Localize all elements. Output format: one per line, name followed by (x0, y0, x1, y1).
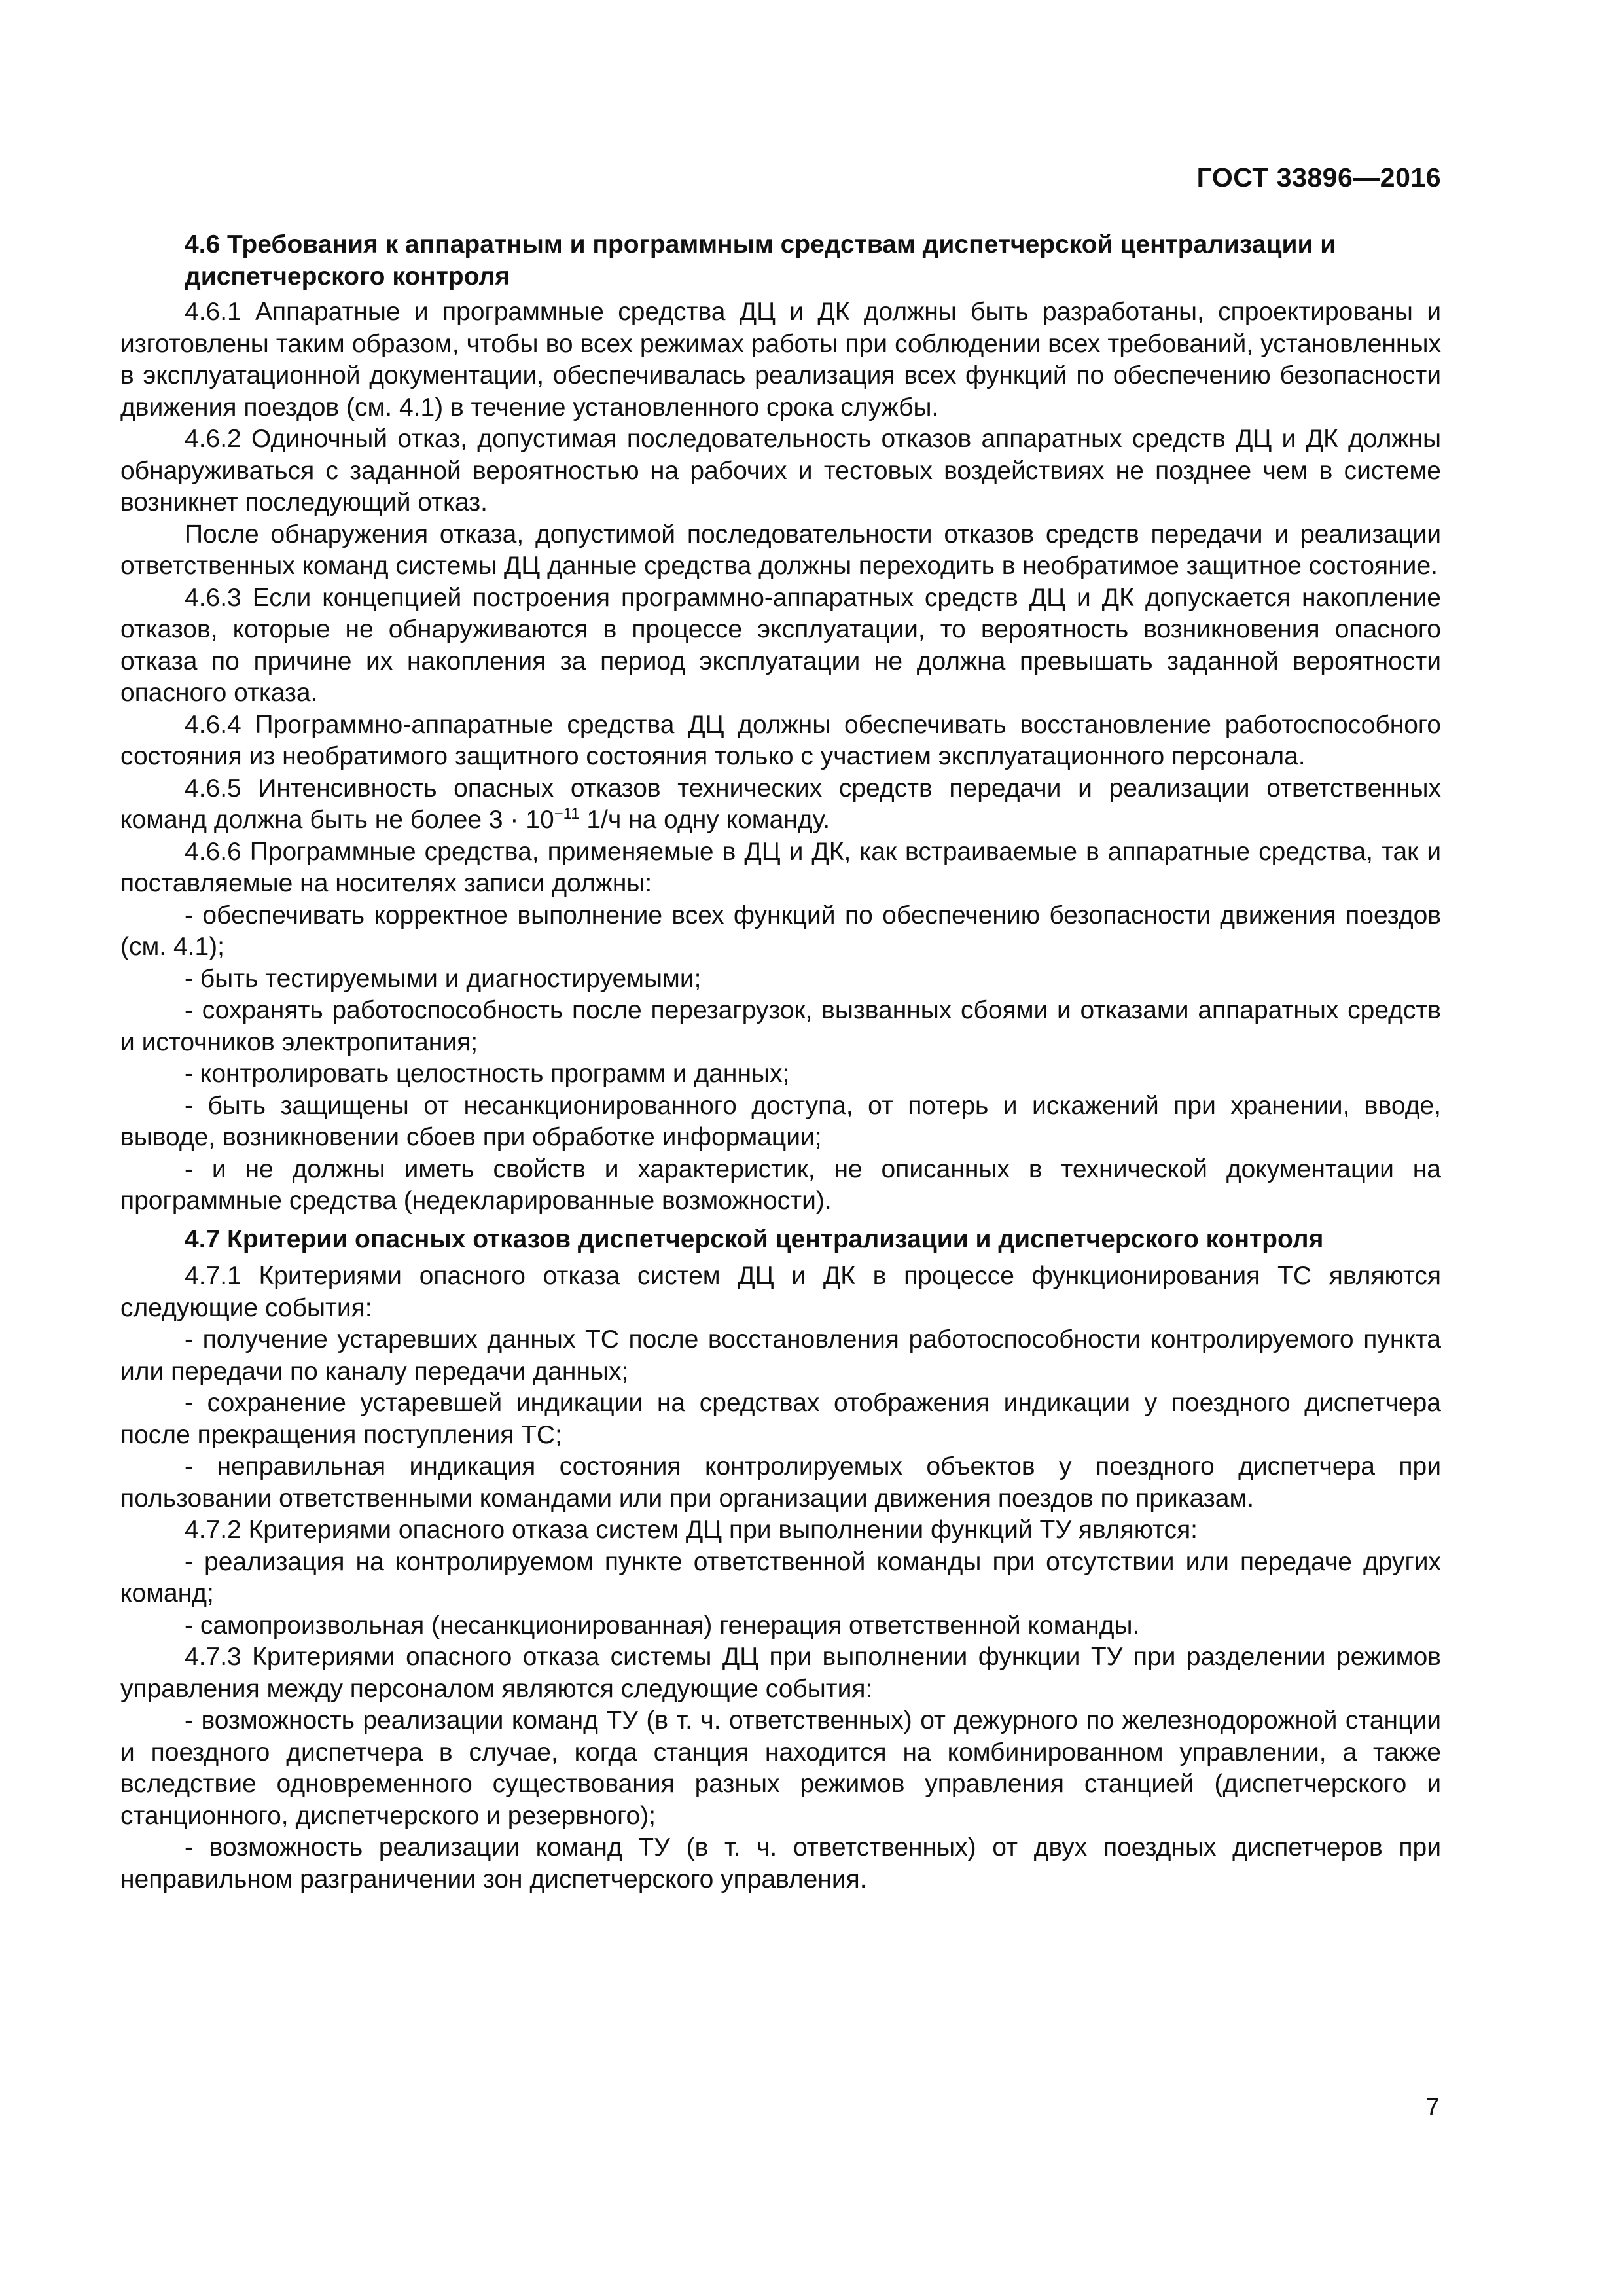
list-item: - получение устаревших данных ТС после восстановления работоспособности контролируемого пункта или передачи по каналу передачи данных; (120, 1325, 1441, 1386)
list-item: - сохранять работоспособность после перезагрузок, вызванных сбоями и отказами аппаратных средств и источников электропитания; (120, 996, 1441, 1056)
paragraph-4-6-5 (120, 773, 1441, 836)
exponent: −11 (554, 805, 580, 823)
list-item: - контролировать целостность программ и данных; (185, 1060, 790, 1088)
paragraph-4-6-5-text: 4.6.5 Интенсивность опасных отказов технических средств передачи и реализации ответственных команд должна быть не более 3 · 10 (120, 774, 1441, 834)
document-code: ГОСТ 33896—2016 (1196, 162, 1441, 192)
paragraph-4-6-2: 4.6.2 Одиночный отказ, допустимая последовательность отказов аппаратных средств ДЦ и ДК должны обнаруживаться с заданной вероятностью на рабочих и тестовых воздействиях не позднее чем в системе возникнет последующий отказ. (120, 425, 1441, 516)
list-item: - быть тестируемыми и диагностируемыми; (185, 964, 702, 993)
paragraph-4-6-5-tail: 1/ч на одну команду. (579, 806, 830, 834)
paragraph-4-6-4: 4.6.4 Программно-аппаратные средства ДЦ должны обеспечивать восстановление работоспособного состояния из необратимого защитного состояния только с участием эксплуатационного персонала. (120, 710, 1441, 770)
list-item: - возможность реализации команд ТУ (в т. ч. ответственных) от двух поездных диспетчеров при неправильном разграничении зон диспетчерского управления. (120, 1833, 1441, 1893)
paragraph-4-7-2: 4.7.2 Критериями опасного отказа систем ДЦ при выполнении функций ТУ являются: (185, 1516, 1198, 1544)
paragraph-4-6-6: 4.6.6 Программные средства, применяемые в ДЦ и ДК, как встраиваемые в аппаратные средства, так и поставляемые на носителях записи должны: (120, 837, 1441, 897)
list-item: - быть защищены от несанкционированного доступа, от потерь и искажений при хранении, вводе, выводе, возникновении сбоев при обработке информации; (120, 1091, 1441, 1151)
list-item: - реализация на контролируемом пункте ответственной команды при отсутствии или передаче других команд; (120, 1547, 1441, 1607)
list-item: - и не должны иметь свойств и характеристик, не описанных в технической документации на программные средства (недекларированные возможности). (120, 1155, 1441, 1215)
section-heading-4-6: 4.6 Требования к аппаратным и программным средствам диспетчерской централизации и диспетчерского контроля (185, 230, 1336, 291)
document-body (120, 229, 1441, 1895)
page-number: 7 (1425, 2093, 1440, 2121)
paragraph-4-6-1: 4.6.1 Аппаратные и программные средства ДЦ и ДК должны быть разработаны, спроектированы и изготовлены таким образом, чтобы во всех режимах работы при соблюдении всех требований, установленных в эксплуатационной документации, обеспечивалась реализация всех функций по обеспечению безопасности движения поездов (см. 4.1) в течение установленного срока службы. (120, 298, 1441, 422)
list-item: - обеспечивать корректное выполнение всех функций по обеспечению безопасности движения поездов (см. 4.1); (120, 901, 1441, 961)
list-item: - неправильная индикация состояния контролируемых объектов у поездного диспетчера при пользовании ответственными командами или при организации движения поездов по приказам. (120, 1452, 1441, 1513)
list-item: - возможность реализации команд ТУ (в т. ч. ответственных) от дежурного по железнодорожной станции и поездного диспетчера в случае, когда станция находится на комбинированном управлении, а также вследствие одновременного существования разных режимов управления станцией (диспетчерского и станционного, диспетчерского и резервного); (120, 1706, 1441, 1830)
list-item: - сохранение устаревшей индикации на средствах отображения индикации у поездного диспетчера после прекращения поступления ТС; (120, 1389, 1441, 1449)
paragraph-4-7-1: 4.7.1 Критериями опасного отказа систем ДЦ и ДК в процессе функционирования ТС являются следующие события: (120, 1262, 1441, 1322)
paragraph-4-6-3: 4.6.3 Если концепцией построения программно-аппаратных средств ДЦ и ДК допускается накопление отказов, которые не обнаруживаются в процессе эксплуатации, то вероятность возникновения опасного отказа по причине их накопления за период эксплуатации не должна превышать заданной вероятности опасного отказа. (120, 583, 1441, 707)
paragraph-4-6-2-cont: После обнаружения отказа, допустимой последовательности отказов средств передачи и реализации ответственных команд системы ДЦ данные средства должны переходить в необратимое защитное состояние. (120, 520, 1441, 580)
paragraph-4-7-3: 4.7.3 Критериями опасного отказа системы ДЦ при выполнении функции ТУ при разделении режимов управления между персоналом являются следующие события: (120, 1643, 1441, 1703)
section-heading-4-7: 4.7 Критерии опасных отказов диспетчерской централизации и диспетчерского контроля (185, 1225, 1324, 1253)
list-item: - самопроизвольная (несанкционированная) генерация ответственной команды. (185, 1611, 1140, 1640)
